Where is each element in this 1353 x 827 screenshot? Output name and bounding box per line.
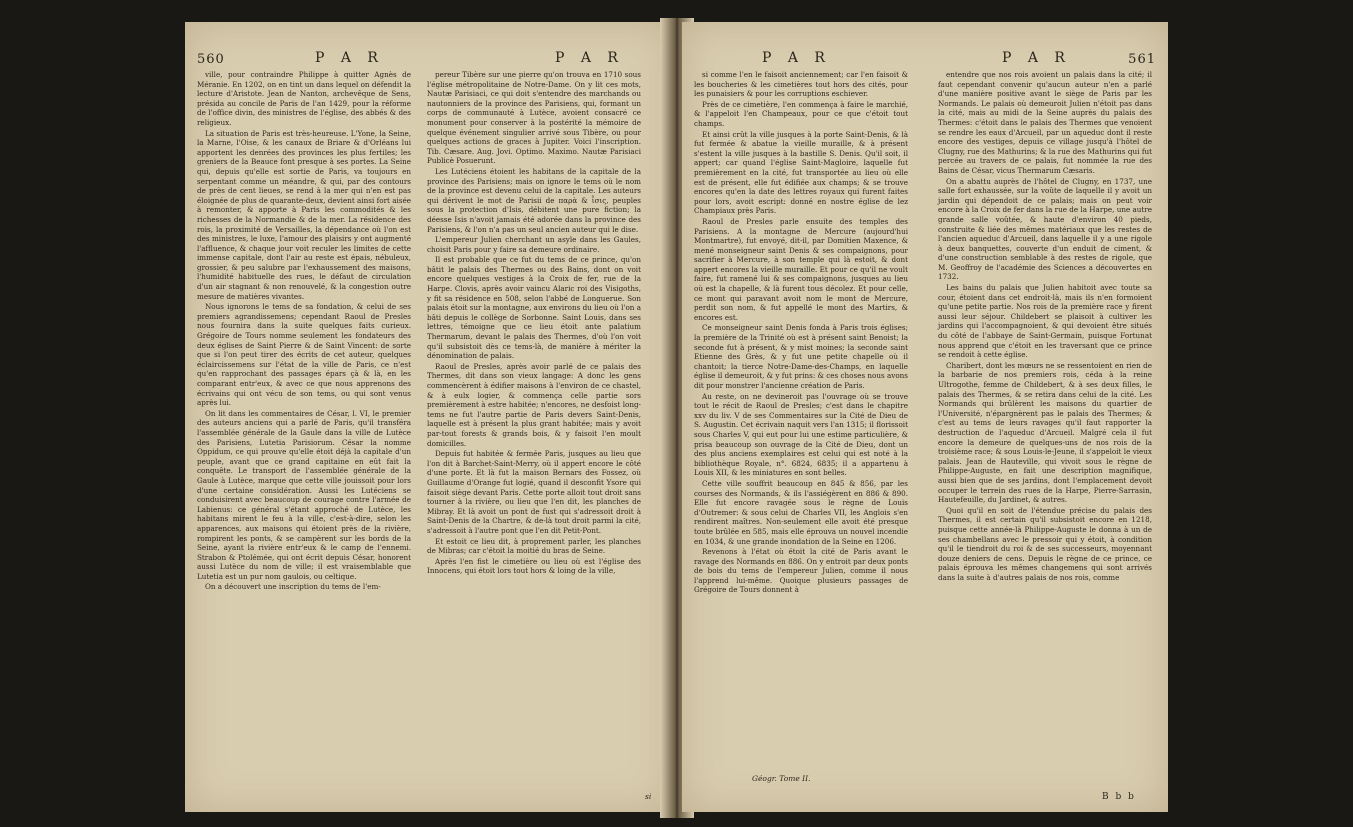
paragraph: On a abattu auprès de l'hôtel de Clugny, en 1737, une salle fort exhaussée, sur la voûte de laquelle il y avoit un jardin qui dépendoit de ce palais; mais on peut voir encore à la Croix de fer dans la rue de la Harpe, une autre grande salle voûtée, & haute d'environ 40 pieds, construite & liée des mêmes matériaux que les restes de l'ancien aqueduc d'Arcueil, dans laquelle il y a une rigole à deux banquettes, couverte d'un enduit de ciment, & d'une construction semblable à des restes de rigole, que M. Geoffroy de l'académie des Sciences a découvertes en 1732. [938,176,1152,282]
paragraph: L'empereur Julien cherchant un asyle dans les Gaules, choisit Paris pour y faire sa demeure ordinaire. [427,235,641,254]
right-page-number: 561 [1128,52,1156,67]
paragraph: Les Lutéciens étoient les habitans de la capitale de la province des Parisiens; mais on ignore le tems où le nom de la province est devenu celui de la capitale. Les auteurs qui dérivent le mot de Parisii de παρὰ & ἶσις, peuples sous la protection d'Isis, débitent une pure fiction; la déesse Isis n'avoit jamais été adorée dans la province des Parisiens, & l'on n'a pas un seul ancien auteur qui le dise. [427,166,641,234]
paragraph: entendre que nos rois avoient un palais dans la cité; il faut cependant convenir qu'aucun auteur n'en a parlé d'une manière positive avant le siège de Paris par les Normands. Le palais où demeuroit Julien n'étoit pas dans la cité, mais au midi de la Seine auprès du palais des Thermes: c'étoit dans le palais des Thermes que venoient se rendre les eaux d'Arcueil, par un aqueduc dont il reste encore des vestiges, depuis ce village jusqu'à l'hôtel de Clugny, rue des Mathurins; & la rue des Mathurins qui fut percée au travers de ce palais, fut nommée la rue des Bains de César, vicus Thermarum Cæsaris. [938,70,1152,175]
right-signature-mark: B b b [1102,792,1136,802]
right-footer-volume: Géogr. Tome II. [752,774,811,783]
right-running-head [682,50,1168,70]
paragraph: Depuis fut habitée & fermée Paris, jusques au lieu que l'on dit à Barchet-Saint-Merry, où il appert encore le côté d'une porte. Et là fut la maison Bernars des Fossez, où Guillaume d'Orange fut logié, quand il desconfit Ysore qui faisoit siège devant Paris. Cette porte alloit tout droit sans tourner à la rivière, ou lieu que l'en dit, les planches de Mibray. Et là avoit un pont de fust qui s'adressoit droit à Saint-Denis de la Chartre, & de-là tout droit parmi la cité, s'adressoit à l'autre pont que l'en dit Petit-Pont. [427,449,641,535]
paragraph: Charibert, dont les mœurs ne se ressentoient en rien de la barbarie de nos premiers rois, céda à la reine Ultrogothe, femme de Childebert, & à ses deux filles, le palais des Thermes, & se retira dans celui de la cité. Les Normands qui brûlèrent les maisons du quartier de l'Université, n'épargnèrent pas le palais des Thermes; & c'est au tems de leurs ravages qu'il faut rapporter la destruction de l'aqueduc d'Arcueil. Malgré cela il fut encore la demeure de quelques-uns de nos rois de la troisième race; & sous Louis-le-Jeune, il s'appeloit le vieux palais. Jean de Hauteville, qui vivoit sous le règne de Philippe-Auguste, en fait une description magnifique, aussi bien que de ses jardins, dont l'emplacement devoit occuper le terrein des rues de la Harpe, Pierre-Sarrasin, Hautefeuille, du Jardinet, & autres. [938,360,1152,505]
left-catchword: si [645,792,652,801]
paragraph: pereur Tibère sur une pierre qu'on trouva en 1710 sous l'église métropolitaine de Notre-Dame. On y lit ces mots, Nautæ Parisiaci, ce qui doit s'entendre des marchands ou nautonniers de la province des Parisiens, qui, formant un corps de communauté à Lutèce, avoient consacré ce monument pour conserver à la postérité la mémoire de quelque événement singulier arrivé sous Tibère, ou pour quelques actions de graces à Jupiter. Voici l'inscription. Tib. Cæsare. Aug. Jovi. Optimo. Maximo. Nautæ Parisiaci Publicè Posuerunt. [427,70,641,166]
left-page [185,22,671,812]
paragraph: On a découvert une inscription du tems de l'em- [205,582,381,592]
right-page [682,22,1168,812]
paragraph: Près de ce cimetière, l'en commença à faire le marchié, & l'appeloit l'en Champeaux, pour ce que c'étoit tout champs. [694,99,908,128]
left-page-number: 560 [197,52,225,67]
left-running-head-title-2: P A R [555,50,624,66]
right-running-head-title-right: P A R [1002,50,1071,66]
left-running-head-title: P A R [315,50,384,66]
paragraph: Cette ville souffrit beaucoup en 845 & 856, par les courses des Normands, & ils l'assiégèrent en 886 & 890. Elle fut encore ravagée sous le règne de Louis d'Outremer: & sous celui de Charles VII, les Anglois s'en rendirent maîtres. Non-seulement elle avoit été presque toute brûlée en 585, mais elle éprouva un nouvel incendie en 1034, & une grande inondation de la Seine en 1206. [694,478,908,546]
paragraph: On lit dans les commentaires de César, l. VI, le premier des auteurs anciens qui a parlé de Paris, qu'il transféra l'assemblée générale de la Gaule dans la ville de Lutèce des Parisiens, Lutetia Parisiorum. César la nomme Oppidum, ce qui prouve qu'elle étoit déjà la capitale d'un peuple, avant que ce grand capitaine en eût fait la conquête. Le transport de l'assemblée générale de la Gaule à Lutèce, marque que cette ville jouissoit pour lors d'une certaine considération. Aussi les Lutéciens se conduisirent avec beaucoup de courage contre l'armée de Labienus: ce général s'étant approché de Lutèce, les habitans mirent le feu à la ville, c'est-à-dire, selon les apparences, aux maisons qui étoient près de la rivière, rompirent les ponts, & se campèrent sur les bords de la Seine, ayant la rivière entr'eux & le camp de l'ennemi. Strabon & Ptolémée, qui ont écrit depuis César, honorent aussi Lutèce du nom de ville; il est vraisemblable que Lutetia est un pur nom gaulois, ou celtique. [197,408,411,581]
paragraph: Revenons à l'état où étoit la cité de Paris avant le ravage des Normands en 886. On y entroit par deux ponts de bois du tems de l'empereur Julien, comme il nous l'apprend lui-même. Quoique plusieurs passages de Grégoire de Tours donnent à [694,547,908,595]
paragraph: Au reste, on ne devineroit pas l'ouvrage où se trouve tout le récit de Raoul de Presles; c'est dans le chapitre xxv du liv. V de ses Commentaires sur la Cité de Dieu de S. Augustin. Cet écrivain naquit vers l'an 1315; il florissoit sous Charles V, qui eut pour lui une estime particulière, & prisa beaucoup son ouvrage de la Cité de Dieu, dont un des plus anciens exemplaires est celui qui est noté à la bibliothèque Royale, n°. 6824, 6835; il a appartenu à Louis XII, & les miniatures en sont belles. [694,391,908,478]
paragraph: ville, pour contraindre Philippe à quitter Agnès de Méranie. En 1202, on en tint un dans lequel on défendit la lecture d'Aristote. Jean de Nanton, archevêque de Sens, présida au concile de Paris de l'an 1429, pour la réforme de l'office divin, des ministres de l'église, des abbés & des religieux. [197,70,411,127]
paragraph: Quoi qu'il en soit de l'étendue précise du palais des Thermes, il est certain qu'il subsistoit encore en 1218, puisque cette année-là Philippe-Auguste le donna à un de ses chambellans avec le pressoir qui y étoit, à condition qu'il le tiendroit du roi & de ses successeurs, moyennant douze deniers de cens. Depuis le règne de ce prince, ce palais éprouva les mêmes changemens qui sont arrivés dans la suite à d'autres palais de nos rois, comme [938,505,1152,582]
right-running-head-title-left: P A R [762,50,831,66]
paragraph: Et ainsi crût la ville jusques à la porte Saint-Denis, & là fut fermée & abatue la vieille muraille, & à présent s'estent la ville jusques à la bastille S. Denis. Qu'il soit, il appert; car quand l'église Saint-Magloire, laquelle fut premièrement en la cité, fut transportée au lieu où elle est de présent, elle fut édifiée aux champs; & se trouve encores qu'en la date des lettres royaux qui furent faites pour lors, avoit escript: donné en nostre église de lez Champiaux près Paris. [694,129,908,216]
paragraph: Il est probable que ce fut du tems de ce prince, qu'on bâtit le palais des Thermes ou des Bains, dont on voit encore quelques vestiges à la Croix de fer, rue de la Harpe. Clovis, après avoir vaincu Alaric roi des Visigoths, y fit sa résidence en 508, selon l'abbé de Longuerue. Son palais étoit sur la montagne, aux environs du lieu où l'on a bâti depuis le collège de Sorbonne. Saint Louis, dans ses lettres, témoigne que ce lieu étoit ante palatium Thermarum, devant le palais des Thermes, d'où l'on voit qu'il subsistoit dès ce tems-là, de manière à mériter la dénomination de palais. [427,255,641,361]
paragraph: Nous ignorons le tems de sa fondation, & celui de ses premiers agrandissemens; cependant Raoul de Presles nous fournira dans la suite quelques faits curieux. Grégoire de Tours nomme seulement les fondateurs des deux églises de Saint Pierre & de Saint Vincent: de sorte que si l'on peut tirer des écrits de cet auteur, quelques éclaircissemens sur l'état de la ville de Paris, ce n'est qu'en rapprochant des passages épars çà & là, en les comparant entr'eux, & avec ce que nous apprenons des écrivains qui ont vécu de son tems, ou qui sont venus après lui. [197,302,411,408]
right-column-2 [938,70,1152,583]
paragraph: Ce monseigneur saint Denis fonda à Paris trois églises; la première de la Trinité où est à présent saint Benoist; la seconde fut à présent, & y mist moines; la seconde saint Etienne des Grès, & y fut une petite chapelle où il chantoit; la tierce Notre-Dame-des-Champs, en laquelle église il demeuroit, & y fut prins: & ces choses nous avons dit pour monstrer l'ancienne création de Paris. [694,323,908,390]
left-running-head [185,50,671,70]
paragraph: La situation de Paris est très-heureuse. L'Yone, la Seine, la Marne, l'Oise, & les canaux de Briare & d'Orléans lui apportent les denrées des provinces les plus fertiles; les greniers de la Beauce font presque à ses portes. La Seine qui, depuis qu'elle est sortie de Paris, va toujours en serpentant comme un méandre, & qui, par des contours de près de cent lieues, se rend à la mer qui n'en est pas éloignée de plus de quarante-deux, devient ainsi fort aisée à remonter, & apporte à Paris les commodités & les richesses de la Normandie & de la mer. La résidence des rois, la proximité de Versailles, la dépendance où l'on est des ministres, le luxe, l'amour des plaisirs y ont augmenté l'affluence, & chaque jour voit reculer les limites de cette immense capitale, dont l'air au reste est épais, nébuleux, grossier, & peu salubre par l'exhaussement des maisons, l'humidité habituelle des rues, le défaut de circulation d'un air stagnant & non renouvelé, & la congestion outre mesure de matières vivantes. [197,128,411,301]
paragraph: Raoul de Presles parle ensuite des temples des Parisiens. A la montagne de Mercure (aujourd'hui Montmartre), fut envoyé, dit-il, par Domitien Maxence, & mené monseigneur saint Denis & ses compaignons, pour sacrifier à Mercure, à son temple qui là estoit, & dont appert encores la vieille muraille. Et pour ce qu'il ne voult faire, fut ramené lui & ses compaignons, jusques au lieu où est la chapelle, & là furent tous décolez. Et pour celle, ce mont qui paravant avoit nom le mont de Mercure, perdit son nom, & fut appellé le mont des Martirs, & encores est. [694,216,908,322]
paragraph: Et estoit ce lieu dit, à proprement parler, les planches de Mibras; car c'étoit la moitié du bras de Seine. [427,536,641,556]
right-column-1 [694,70,908,596]
paragraph: Après l'en fist le cimetière ou lieu où est l'église des Innocens, qui étoit lors tout hors & loing de la ville, [427,556,641,576]
paragraph: Raoul de Presles, après avoir parlé de ce palais des Thermes, dit dans son vieux langage: A donc les gens commencèrent à édifier maisons à l'environ de ce chastel, & à eulx logier, & commença celle partie sors premièrement à estre habitée; n'encores, ne desfoist long-tems ne fut l'autre partie de Paris devers Saint-Denis, laquelle est à présent la plus grant habitée; mais y avoit par-tout forests & grands bois, & y faisoit l'en moult domicilles. [427,361,641,448]
left-column-2 [427,70,641,577]
paragraph: si comme l'en le faisoit anciennement; car l'en faisoit & les boucheries & les cimetières tout hors des cités, pour les punaisiers & pour les corruptions eschiever. [694,70,908,99]
left-column-1 [197,70,411,593]
paragraph: Les bains du palais que Julien habitoit avec toute sa cour, étoient dans cet endroit-là, mais ils n'en formoient qu'une petite partie. Nos rois de la première race y firent aussi leur séjour. Childebert se plaisoit à cultiver les jardins qui l'accompagnoient, & qui devoient être situés du côté de l'abbaye de Saint-Germain, puisque Fortunat nous apprend que c'étoit en les traversant que ce prince se rendoit à cette église. [938,283,1152,360]
